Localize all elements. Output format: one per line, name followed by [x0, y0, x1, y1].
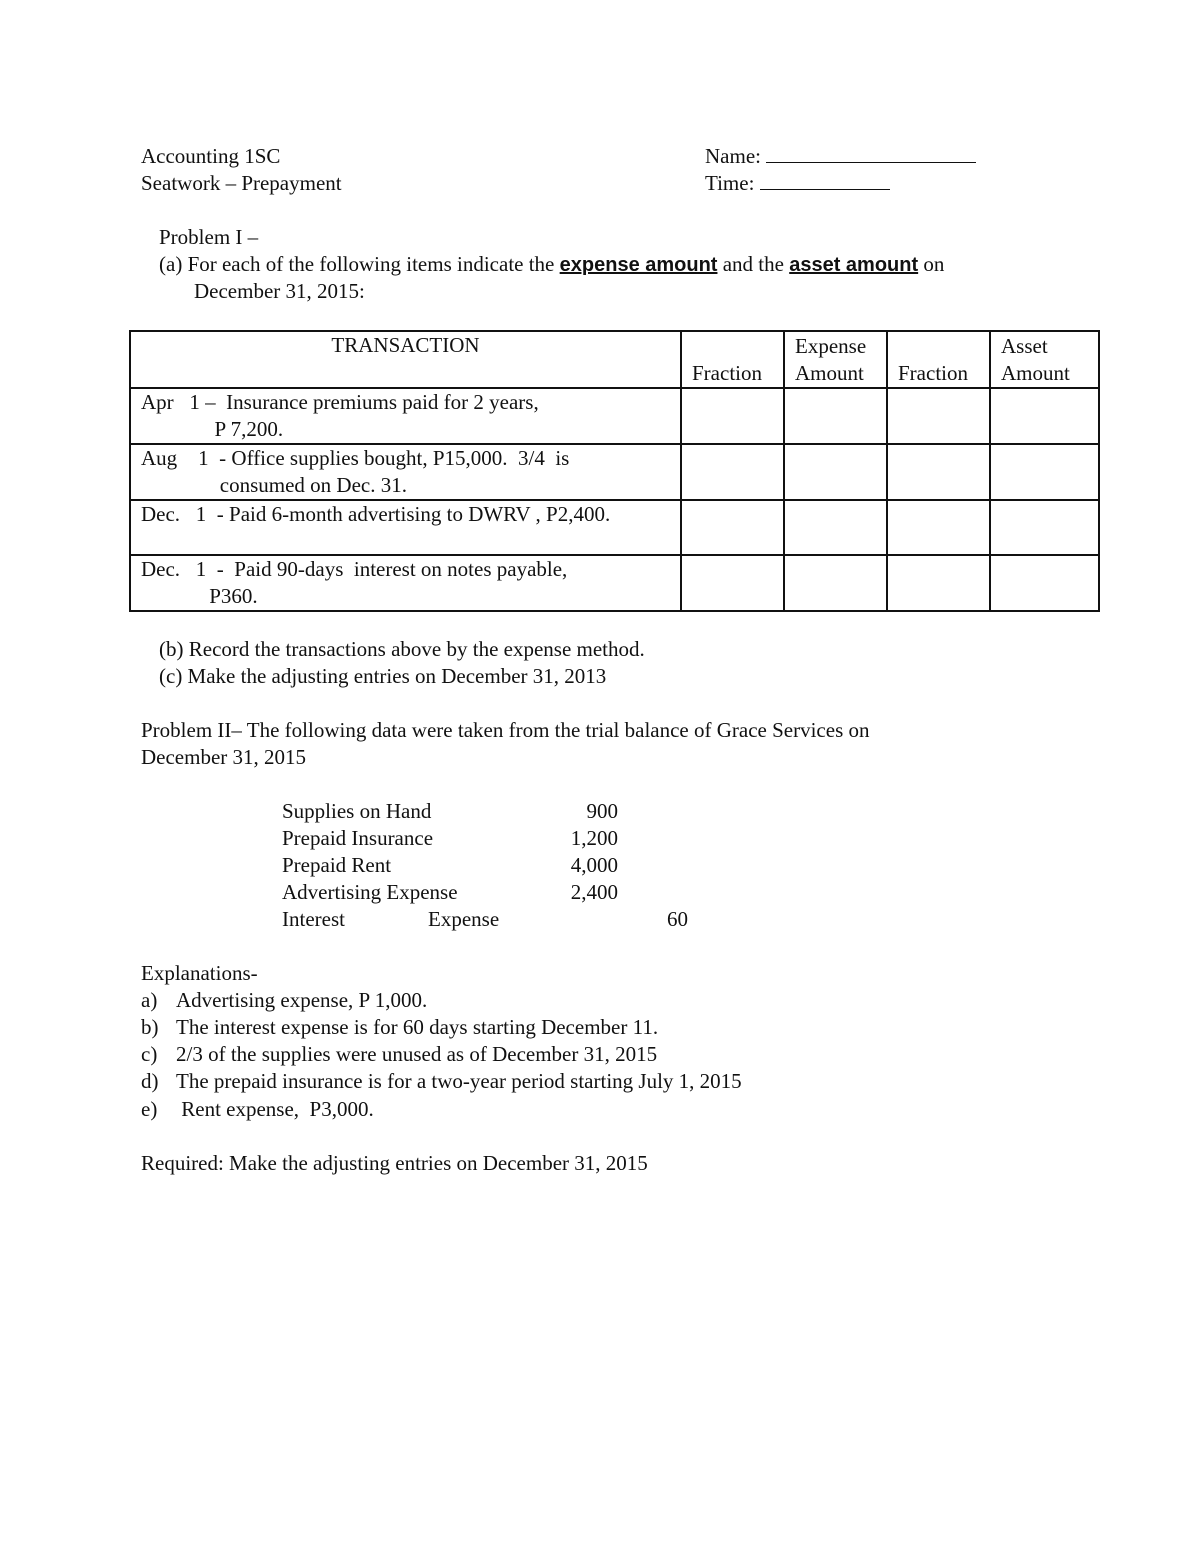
problem1-b: (b) Record the transactions above by the expense method.	[159, 637, 645, 661]
explanation-marker: e)	[141, 1097, 158, 1121]
time-blank[interactable]	[760, 171, 890, 190]
transaction-cell: Dec. 1 - Paid 6-month advertising to DWRV , P2,400.	[130, 500, 681, 555]
balance-amount: 900	[586, 799, 618, 823]
name-label: Name:	[705, 144, 761, 168]
explanation-text: Rent expense, P3,000.	[176, 1097, 374, 1121]
asset-amount-input[interactable]	[990, 388, 1099, 444]
transaction-cell: Dec. 1 - Paid 90-days interest on notes payable, P360.	[130, 555, 681, 611]
header-transaction: TRANSACTION	[130, 331, 681, 388]
seatwork-title: Seatwork – Prepayment	[141, 171, 342, 195]
balance-account: Prepaid Rent	[282, 853, 392, 877]
explanation-text: The prepaid insurance is for a two-year period starting July 1, 2015	[176, 1069, 742, 1093]
table-row	[130, 500, 1099, 555]
fraction-input[interactable]	[681, 388, 784, 444]
fraction-input[interactable]	[887, 388, 990, 444]
balance-amount: 4,000	[570, 853, 618, 877]
header-fraction-2: Fraction	[887, 331, 990, 388]
header-fraction-1: Fraction	[681, 331, 784, 388]
balance-amount: 1,200	[570, 826, 618, 850]
problem2-intro: Problem II– The following data were taken from the trial balance of Grace Services on	[141, 718, 870, 742]
fraction-input[interactable]	[887, 444, 990, 500]
transaction-cell: Aug 1 - Office supplies bought, P15,000. 3/4 is consumed on Dec. 31.	[130, 444, 681, 500]
problem2-date: December 31, 2015	[141, 745, 307, 769]
explanation-marker: d)	[141, 1069, 159, 1093]
time-field[interactable]	[705, 170, 890, 196]
explanation-text: Advertising expense, P 1,000.	[176, 988, 428, 1012]
transaction-table	[129, 330, 1100, 612]
course-title: Accounting 1SC	[141, 144, 281, 168]
explanation-marker: b)	[141, 1015, 159, 1039]
balance-account: Advertising Expense	[282, 880, 458, 904]
explanation-text: The interest expense is for 60 days starting December 11.	[176, 1015, 659, 1039]
problem1-heading: Problem I –	[159, 225, 259, 249]
time-label: Time:	[705, 171, 755, 195]
table-row	[130, 444, 1099, 500]
balance-account-expense: Expense	[428, 907, 500, 931]
expense-amount-emphasis: expense amount	[559, 254, 718, 276]
balance-account-interest: Interest	[282, 907, 345, 931]
a-marker: (a)	[159, 252, 183, 276]
expense-amount-input[interactable]	[784, 388, 887, 444]
table-row	[130, 555, 1099, 611]
balance-account: Supplies on Hand	[282, 799, 432, 823]
explanations-heading: Explanations-	[141, 961, 258, 985]
name-blank[interactable]	[766, 144, 976, 163]
a-text-1: For each of the following items indicate the	[187, 252, 555, 276]
table-row	[130, 388, 1099, 444]
fraction-input[interactable]	[681, 500, 784, 555]
balance-account: Prepaid Insurance	[282, 826, 434, 850]
name-field[interactable]	[705, 143, 976, 169]
transaction-cell: Apr 1 – Insurance premiums paid for 2 years, P 7,200.	[130, 388, 681, 444]
problem1-a-date: December 31, 2015:	[194, 279, 365, 303]
balance-amount: 2,400	[570, 880, 618, 904]
asset-amount-input[interactable]	[990, 555, 1099, 611]
balance-amount: 60	[667, 907, 688, 931]
required-instruction: Required: Make the adjusting entries on December 31, 2015	[141, 1151, 648, 1175]
header-asset-amount: Asset Amount	[990, 331, 1099, 388]
a-text-2: and the	[722, 252, 784, 276]
expense-amount-input[interactable]	[784, 500, 887, 555]
asset-amount-emphasis: asset amount	[789, 254, 919, 276]
a-text-3: on	[923, 252, 945, 276]
fraction-input[interactable]	[887, 500, 990, 555]
header-expense-amount: Expense Amount	[784, 331, 887, 388]
explanation-marker: c)	[141, 1042, 158, 1066]
fraction-input[interactable]	[887, 555, 990, 611]
fraction-input[interactable]	[681, 555, 784, 611]
asset-amount-input[interactable]	[990, 500, 1099, 555]
problem1-a-instruction	[159, 251, 944, 278]
table-header-row	[130, 331, 1099, 388]
explanation-text: 2/3 of the supplies were unused as of December 31, 2015	[176, 1042, 658, 1066]
expense-amount-input[interactable]	[784, 555, 887, 611]
expense-amount-input[interactable]	[784, 444, 887, 500]
explanation-marker: a)	[141, 988, 158, 1012]
problem1-c: (c) Make the adjusting entries on December 31, 2013	[159, 664, 607, 688]
asset-amount-input[interactable]	[990, 444, 1099, 500]
fraction-input[interactable]	[681, 444, 784, 500]
